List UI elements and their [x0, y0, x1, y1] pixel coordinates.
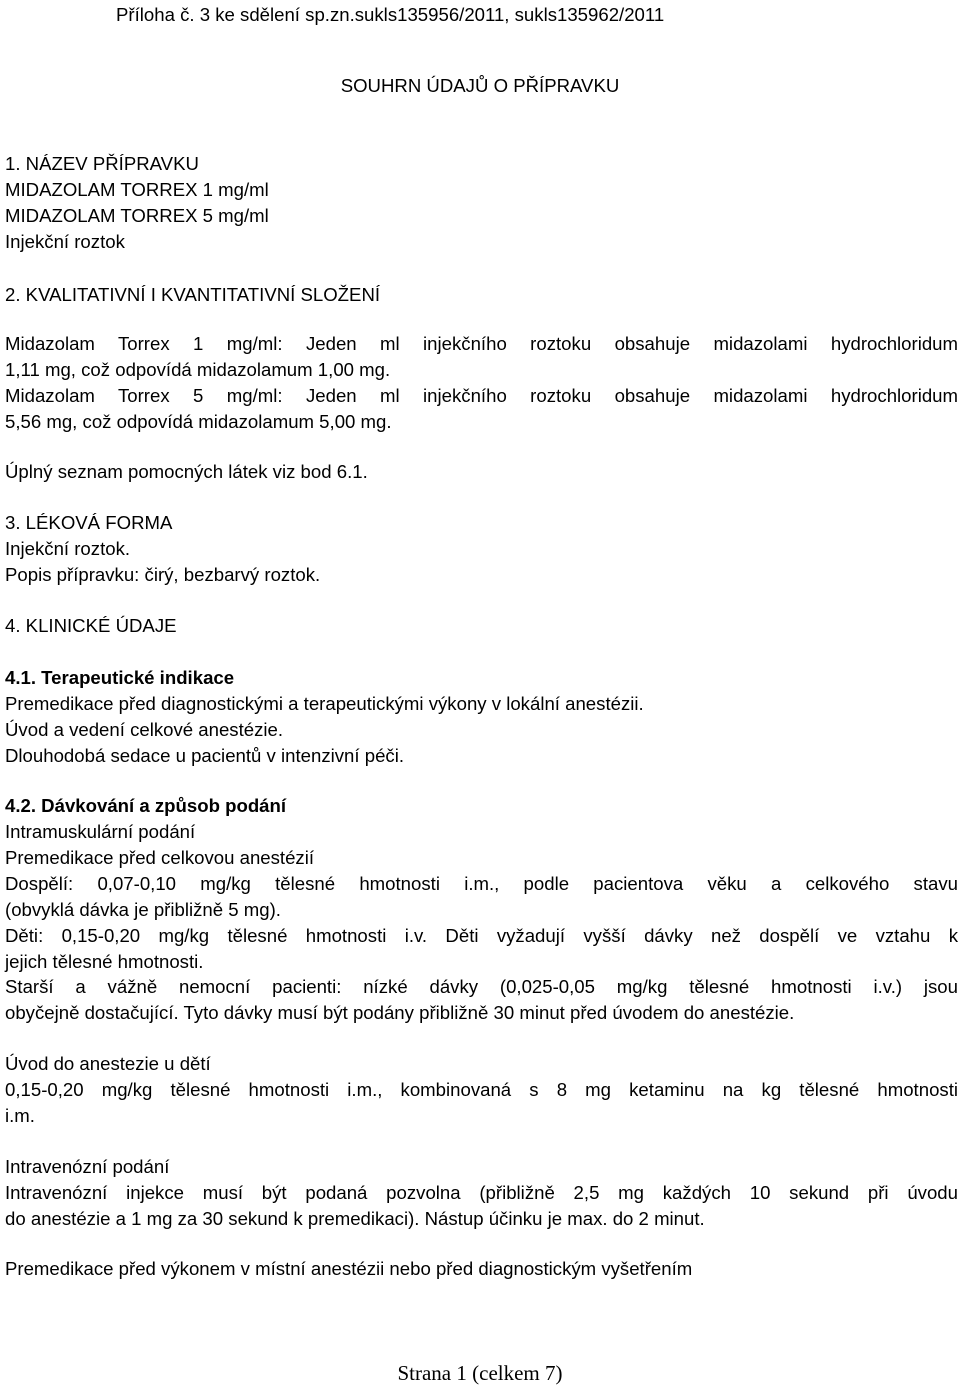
dosage-line: Dospělí: 0,07-0,10 mg/kg tělesné hmotnosti i.m., podle pacientova věku a celkového stavu	[5, 873, 958, 894]
page-number-footer: Strana 1 (celkem 7)	[397, 1361, 563, 1385]
section-4-heading: 4. KLINICKÉ ÚDAJE	[5, 615, 177, 636]
administration-route: Intravenózní podání	[5, 1156, 170, 1177]
dosage-line: obyčejně dostačující. Tyto dávky musí být podány přibližně 30 minut před úvodem do anestézie.	[5, 1002, 795, 1023]
dosage-form-line: Injekční roztok.	[5, 538, 131, 559]
dosage-line: (obvyklá dávka je přibližně 5 mg).	[5, 899, 281, 920]
dosage-line: Intravenózní injekce musí být podaná pozvolna (přibližně 2,5 mg každých 10 sekund při úvodu	[5, 1182, 958, 1203]
dosage-line: Děti: 0,15-0,20 mg/kg tělesné hmotnosti i.v. Děti vyžadují vyšší dávky než dospělí ve vztahu k	[5, 925, 958, 946]
reference-header: Příloha č. 3 ke sdělení sp.zn.sukls135956/2011, sukls135962/2011	[116, 4, 665, 25]
indication-line: Premedikace před diagnostickými a terapeutickými výkony v lokální anestézii.	[5, 693, 644, 714]
administration-route: Intramuskulární podání	[5, 821, 196, 842]
composition-line: Midazolam Torrex 5 mg/ml: Jeden ml injekčního roztoku obsahuje midazolami hydrochloridum	[5, 385, 958, 406]
dosage-form-line: Popis přípravku: čirý, bezbarvý roztok.	[5, 564, 321, 585]
document-title: SOUHRN ÚDAJŮ O PŘÍPRAVKU	[340, 75, 620, 96]
composition-line: 1,11 mg, což odpovídá midazolamum 1,00 mg.	[5, 359, 391, 380]
section-1-heading: 1. NÁZEV PŘÍPRAVKU	[5, 153, 199, 174]
dosage-subheading: Premedikace před výkonem v místní anestézii nebo před diagnostickým vyšetřením	[5, 1258, 693, 1279]
subsection-4-1-heading: 4.1. Terapeutické indikace	[5, 667, 235, 688]
subsection-4-2-heading: 4.2. Dávkování a způsob podání	[5, 795, 287, 816]
dosage-line: 0,15-0,20 mg/kg tělesné hmotnosti i.m., kombinovaná s 8 mg ketaminu na kg tělesné hmotnosti	[5, 1079, 958, 1100]
indication-line: Úvod a vedení celkové anestézie.	[5, 719, 284, 740]
section-3-heading: 3. LÉKOVÁ FORMA	[5, 512, 173, 533]
dosage-subheading: Úvod do anestezie u dětí	[5, 1053, 211, 1074]
product-name-line: MIDAZOLAM TORREX 5 mg/ml	[5, 205, 269, 226]
composition-line: Midazolam Torrex 1 mg/ml: Jeden ml injekčního roztoku obsahuje midazolami hydrochloridum	[5, 333, 958, 354]
dosage-line: Starší a vážně nemocní pacienti: nízké dávky (0,025-0,05 mg/kg tělesné hmotnosti i.v.) jsou	[5, 976, 958, 997]
dosage-line: i.m.	[5, 1105, 35, 1126]
indication-line: Dlouhodobá sedace u pacientů v intenzivní péči.	[5, 745, 405, 766]
section-2-heading: 2. KVALITATIVNÍ I KVANTITATIVNÍ SLOŽENÍ	[5, 284, 381, 305]
product-name-line: MIDAZOLAM TORREX 1 mg/ml	[5, 179, 269, 200]
composition-line: 5,56 mg, což odpovídá midazolamum 5,00 mg.	[5, 411, 392, 432]
dosage-subheading: Premedikace před celkovou anestézií	[5, 847, 315, 868]
excipients-note: Úplný seznam pomocných látek viz bod 6.1.	[5, 461, 368, 482]
dosage-line: jejich tělesné hmotnosti.	[5, 951, 204, 972]
dosage-line: do anestézie a 1 mg za 30 sekund k premedikaci). Nástup účinku je max. do 2 minut.	[5, 1208, 705, 1229]
product-form-line: Injekční roztok	[5, 231, 125, 252]
